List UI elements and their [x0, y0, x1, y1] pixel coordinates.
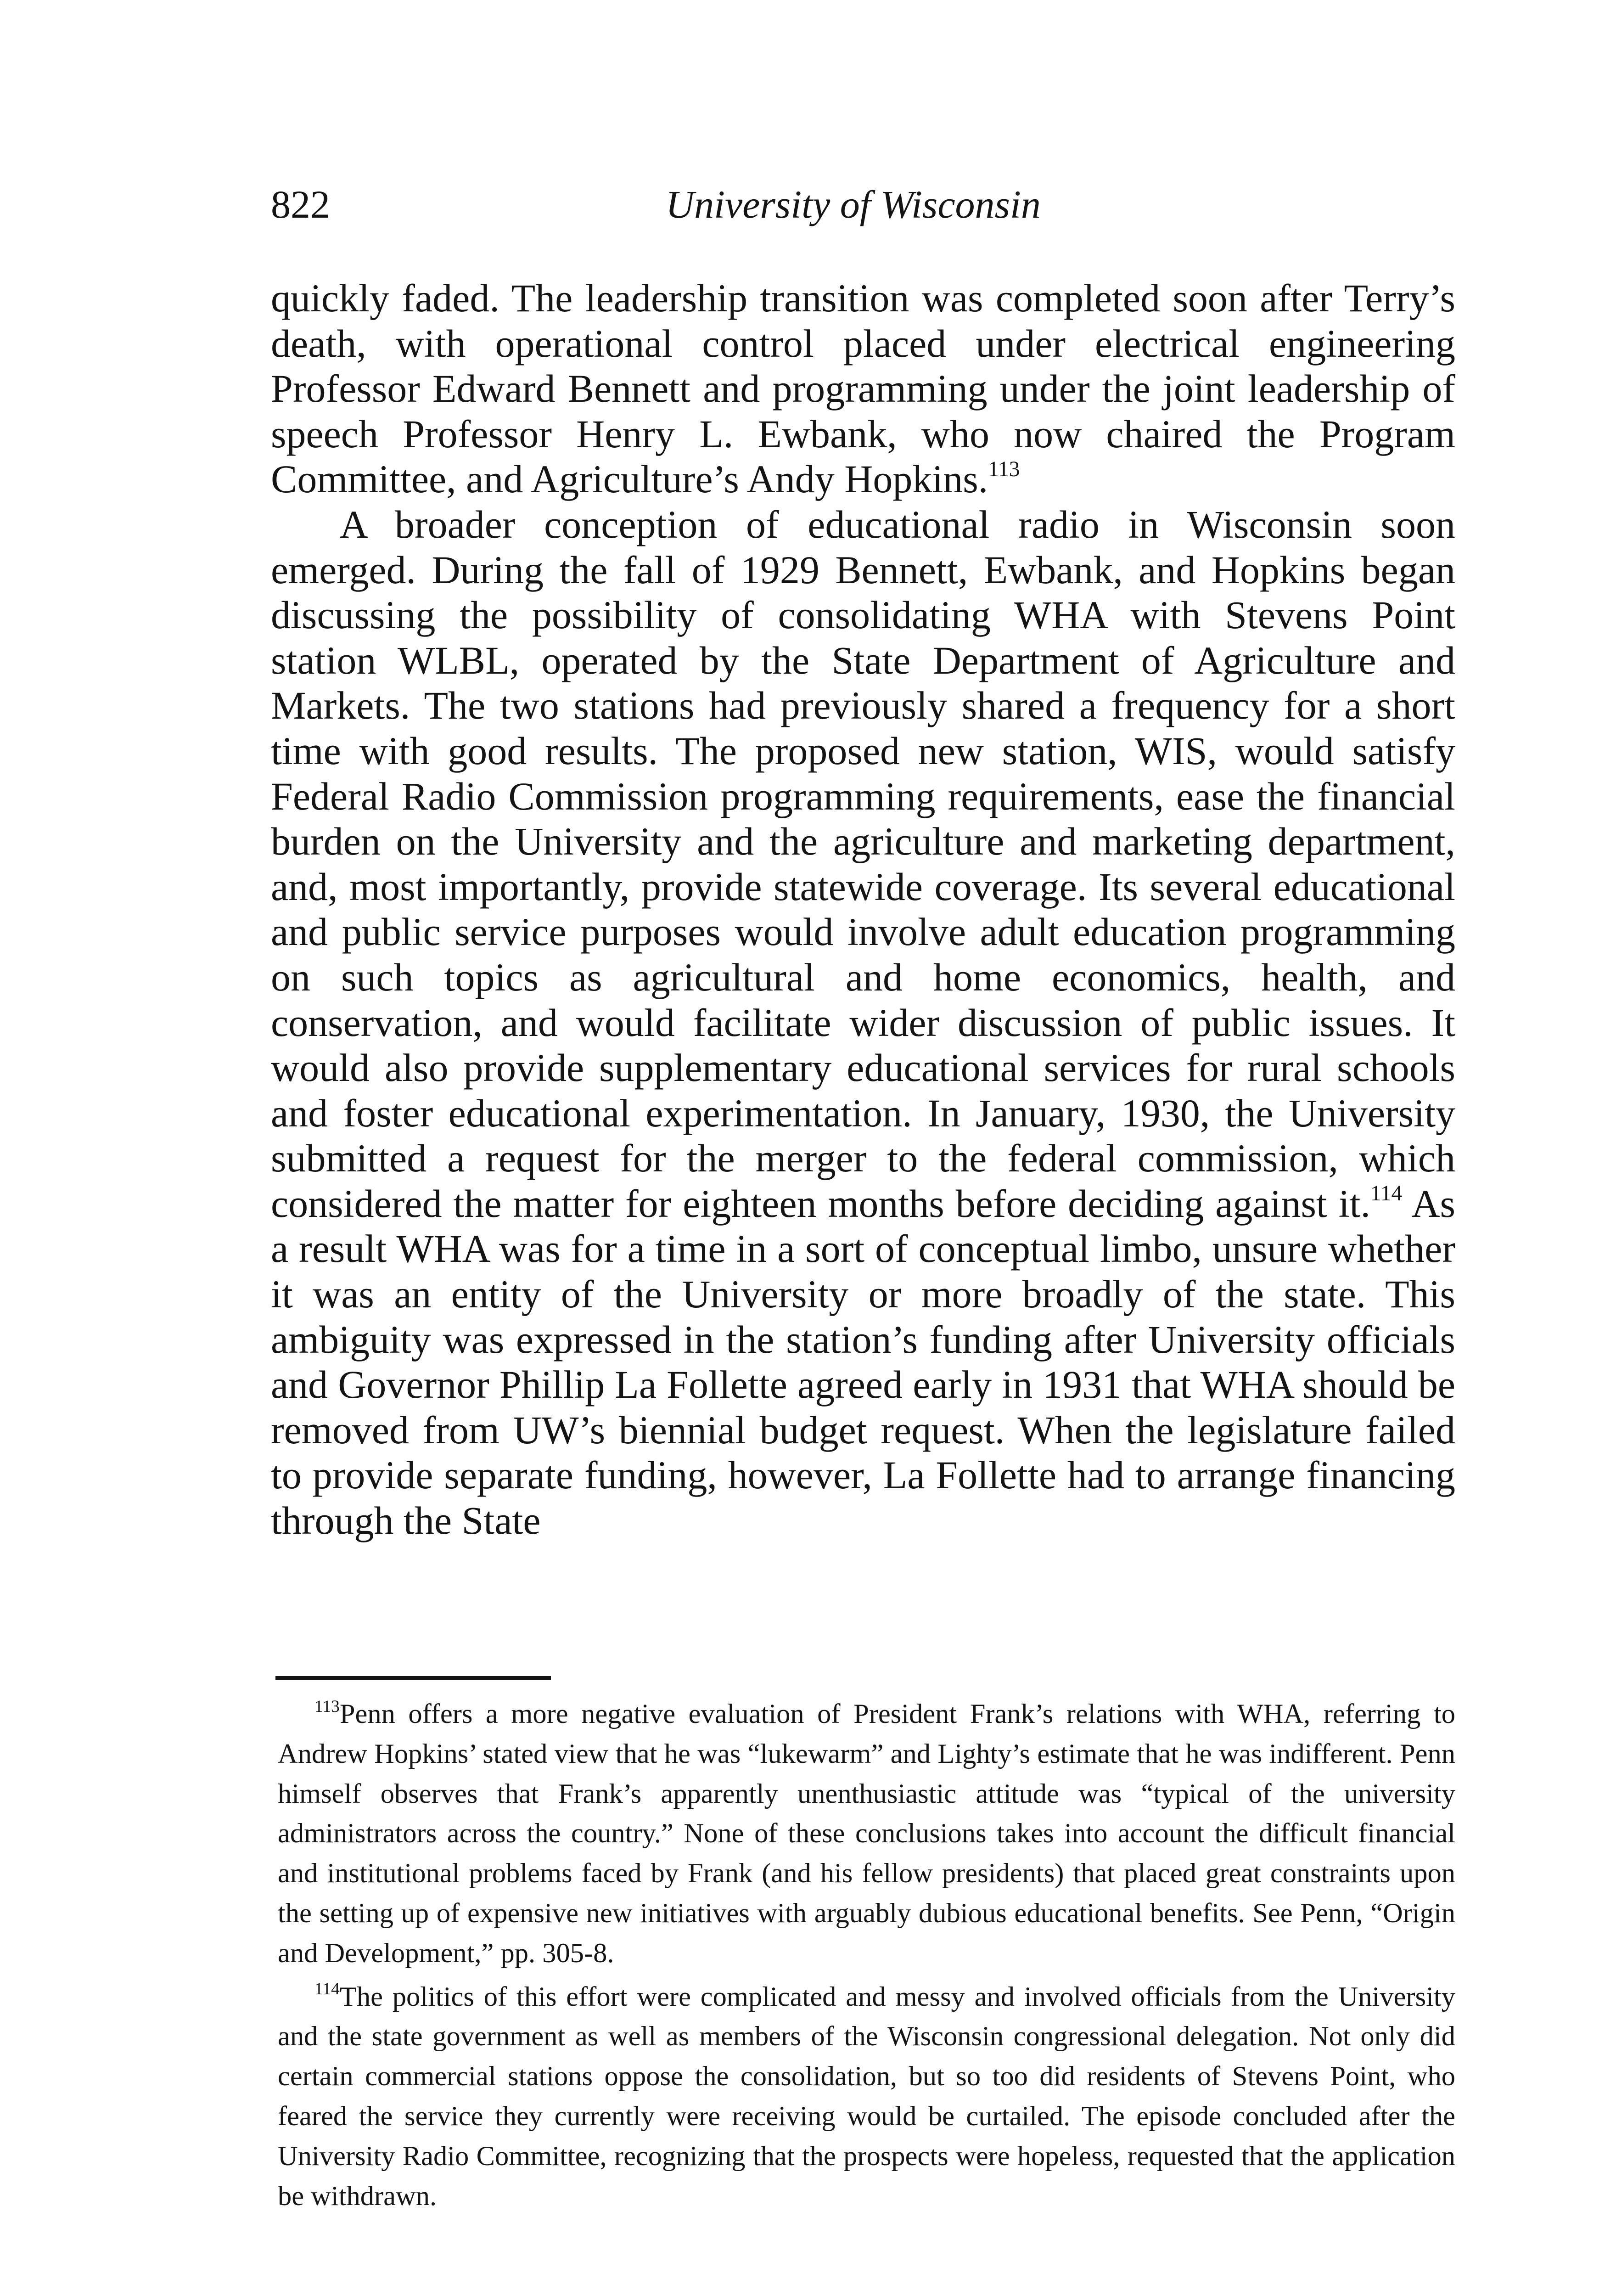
- footnote-text: Penn offers a more negative evaluation of President Frank’s relations with WHA, referring to Andrew Hopkins’ stated view that he was “lukewarm” and Lighty’s estimate that he was indifferent. Penn himself observes that Frank’s apparently unenthusiastic attitude was “typical of the university administrators across the country.” None of these conclusions takes into account the difficult financial and institutional problems faced by Frank (and his fellow presidents) that placed great constraints upon the setting up of expensive new initiatives with arguably dubious educational benefits. See Penn, “Origin and Development,” pp. 305-8.: [278, 1699, 1455, 1969]
- footnote-separator: [275, 1676, 551, 1680]
- footnote: [278, 1977, 1455, 2217]
- footnote-reference: 114: [1370, 1182, 1403, 1206]
- footnote: [278, 1694, 1455, 1974]
- footnote-number: 113: [314, 1697, 340, 1716]
- body-text: [271, 276, 1455, 1543]
- footnote-number: 114: [314, 1980, 340, 1999]
- body-paragraph: [271, 276, 1455, 502]
- footnotes: [278, 1694, 1455, 2216]
- page-number: 822: [271, 182, 330, 226]
- body-paragraph: [271, 502, 1455, 1543]
- paragraph-text: quickly faded. The leadership transition was completed soon after Terry’s death, with operational control placed under electrical engineering Professor Edward Bennett and programming under the joint leadership of speech Professor Henry L. Ewbank, who now chaired the Program Committee, and Agriculture’s Andy Hopkins.: [271, 276, 1455, 501]
- running-head: [271, 177, 1455, 232]
- footnote-text: The politics of this effort were complicated and messy and involved officials from the University and the state government as well as members of the Wisconsin congressional delegation. Not only did certain commercial stations oppose the consolidation, but so too did residents of Stevens Point, who feared the service they currently were receiving would be curtailed. The episode concluded after the University Radio Committee, recognizing that the prospects were hopeless, requested that the application be withdrawn.: [278, 1981, 1455, 2212]
- paragraph-text: As a result WHA was for a time in a sort of conceptual limbo, unsure whether it was an entity of the University or more broadly of the state. This ambiguity was expressed in the station’s funding after University officials and Governor Phillip La Follette agreed early in 1931 that WHA should be removed from UW’s biennial budget request. When the legislature failed to provide separate funding, however, La Follette had to arrange financing through the State: [271, 1181, 1455, 1543]
- paragraph-text: A broader conception of educational radio in Wisconsin soon emerged. During the fall of 1929 Bennett, Ewbank, and Hopkins began discussing the possibility of consolidating WHA with Stevens Point station WLBL, operated by the State Department of Agriculture and Markets. The two stations had previously shared a frequency for a short time with good results. The proposed new station, WIS, would satisfy Federal Radio Commission programming requirements, ease the financial burden on the University and the agriculture and marketing department, and, most importantly, provide statewide coverage. Its several educational and public service purposes would involve adult education programming on such topics as agricultural and home economics, health, and conservation, and would facilitate wider discussion of public issues. It would also provide supplementary educational services for rural schools and foster educational experimentation. In January, 1930, the University submitted a request for the merger to the federal commission, which considered the matter for eighteen months before deciding against it.: [271, 502, 1455, 1226]
- running-title: University of Wisconsin: [666, 182, 1041, 226]
- footnote-reference: 113: [988, 457, 1020, 481]
